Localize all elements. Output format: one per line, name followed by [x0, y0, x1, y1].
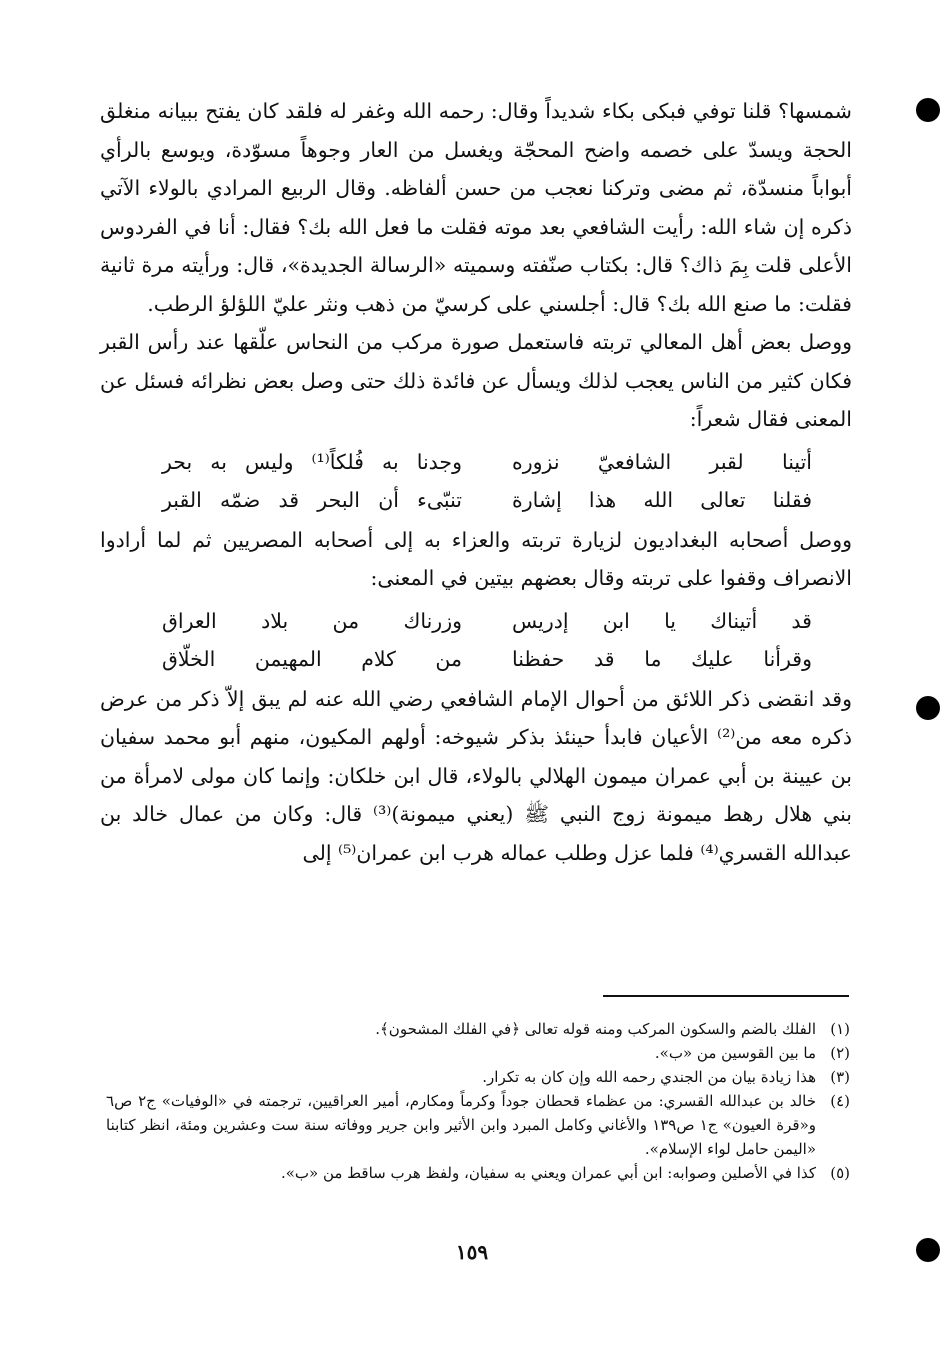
- footnote-number: (٤): [830, 1092, 850, 1110]
- footnote-number: (٣): [830, 1068, 850, 1086]
- footnote: [106, 1017, 850, 1041]
- footnote: [106, 1161, 850, 1185]
- verse-second-hemistich: تنبّىء أن البحر قد ضمّه القبر: [162, 487, 462, 512]
- footnote: [106, 1041, 850, 1065]
- footnote: [106, 1089, 850, 1161]
- verse-first-hemistich: أتينا لقبر الشافعيّ نزوره: [512, 449, 812, 474]
- binder-hole-top: [916, 98, 940, 122]
- verse: [100, 602, 852, 640]
- page-number: ١٥٩: [455, 1240, 489, 1264]
- footnote-text: كذا في الأصلين وصوابه: ابن أبي عمران ويعني به سفيان، ولفظ هرب ساقط من «ب».: [280, 1164, 816, 1182]
- footnote-separator: [603, 995, 849, 997]
- footnotes: [106, 1017, 850, 1185]
- binder-hole-middle: [916, 696, 940, 720]
- footnote-text: خالد بن عبدالله القسري: من عظماء قحطان جوداً وكرماً ومكارم، أمير العراقيين، ترجمته في «الوفيات» ج٢ ص٦ و«قرة العيون» ج١ ص١٣٩ والأغاني وكامل المبرد وابن الأثير وابن جرير ووفاته سنة ست وعشرين ومئة، انظر كتابنا «اليمن حامل لواء الإسلام».: [106, 1092, 817, 1158]
- footnote-number: (١): [830, 1020, 850, 1038]
- paragraph-baghdadis: ووصل أصحابه البغداديون لزيارة تربته والعزاء به إلى أصحابه المصريين ثم لما أرادوا الانصراف وقفوا على تربته وقال بعضهم بيتين في المعنى:: [100, 527, 852, 590]
- verse: [100, 481, 852, 519]
- footnote-number: (٥): [830, 1164, 850, 1182]
- footnote-text: هذا زيادة بيان من الجندي رحمه الله وإن كان به تكرار.: [482, 1068, 816, 1086]
- footnote-text: ما بين القوسين من «ب».: [654, 1044, 816, 1062]
- paragraph-dream: شمسها؟ قلنا توفي فبكى بكاء شديداً وقال: رحمه الله وغفر له فلقد كان يفتح ببيانه منغلق الحجة ويسدّ على خصمه واضح المحجّة ويغسل من العار وجوهاً مسوّدة، ويوسع بالرأي أبواباً منسدّة، ثم مضى وتركنا نعجب من حسن ألفاظه. وقال الربيع المرادي بالولاء الآتي ذكره إن شاء الله: رأيت الشافعي بعد موته فقلت ما فعل الله بك؟ فقال: أنا في الفردوس الأعلى قلت بِمَ ذاك؟ قال: بكتاب صنّفته وسميته «الرسالة الجديدة»، قال: ورأيته مرة ثانية فقلت: ما صنع الله بك؟ قال: أجلسني على كرسيّ من ذهب ونثر عليّ اللؤلؤ الرطب.: [100, 99, 852, 316]
- paragraph-teachers: وقد انقضى ذكر اللائق من أحوال الإمام الشافعي رضي الله عنه لم يبق إلاّ ذكر من عرض ذكره معه من⁽²⁾ الأعيان فابدأ حينئذ بذكر شيوخه: أولهم المكيون، منهم أبو محمد سفيان بن عيينة بن أبي عمران ميمون الهلالي بالولاء، قال ابن خلكان: وإنما كان مولى لامرأة من بني هلال رهط ميمونة زوج النبي ﷺ (يعني ميمونة)⁽³⁾ قال: وكان من عمال خالد بن عبدالله القسري⁽⁴⁾ فلما عزل وطلب عماله هرب ابن عمران⁽⁵⁾ إلى: [100, 686, 852, 865]
- verse-first-hemistich: قد أتيناك يا ابن إدريس: [512, 608, 812, 633]
- verse-second-hemistich: وجدنا به فُلكاً⁽¹⁾ وليس به بحر: [162, 449, 462, 474]
- verse-first-hemistich: وقرأنا عليك ما قد حفظنا: [512, 646, 812, 671]
- footnote-number: (٢): [830, 1044, 850, 1062]
- footnote: [106, 1065, 850, 1089]
- poem-visit: [100, 602, 852, 678]
- footnote-text: الفلك بالضم والسكون المركب ومنه قوله تعالى ﴿في الفلك المشحون﴾.: [375, 1020, 816, 1038]
- verse: [100, 443, 852, 481]
- paragraph-tomb-ship: ووصل بعض أهل المعالي تربته فاستعمل صورة مركب من النحاس علّقها عند رأس القبر فكان كثير من الناس يعجب لذلك ويسأل عن فائدة ذلك حتى وصل بعض نظرائه فسئل عن المعنى فقال شعراً:: [100, 330, 852, 431]
- main-text: [100, 92, 852, 872]
- verse-second-hemistich: وزرناك من بلاد العراق: [162, 608, 462, 633]
- verse-first-hemistich: فقلنا تعالى الله هذا إشارة: [512, 487, 812, 512]
- verse-second-hemistich: من كلام المهيمن الخلّاق: [162, 646, 462, 671]
- verse: [100, 640, 852, 678]
- poem-ship: [100, 443, 852, 519]
